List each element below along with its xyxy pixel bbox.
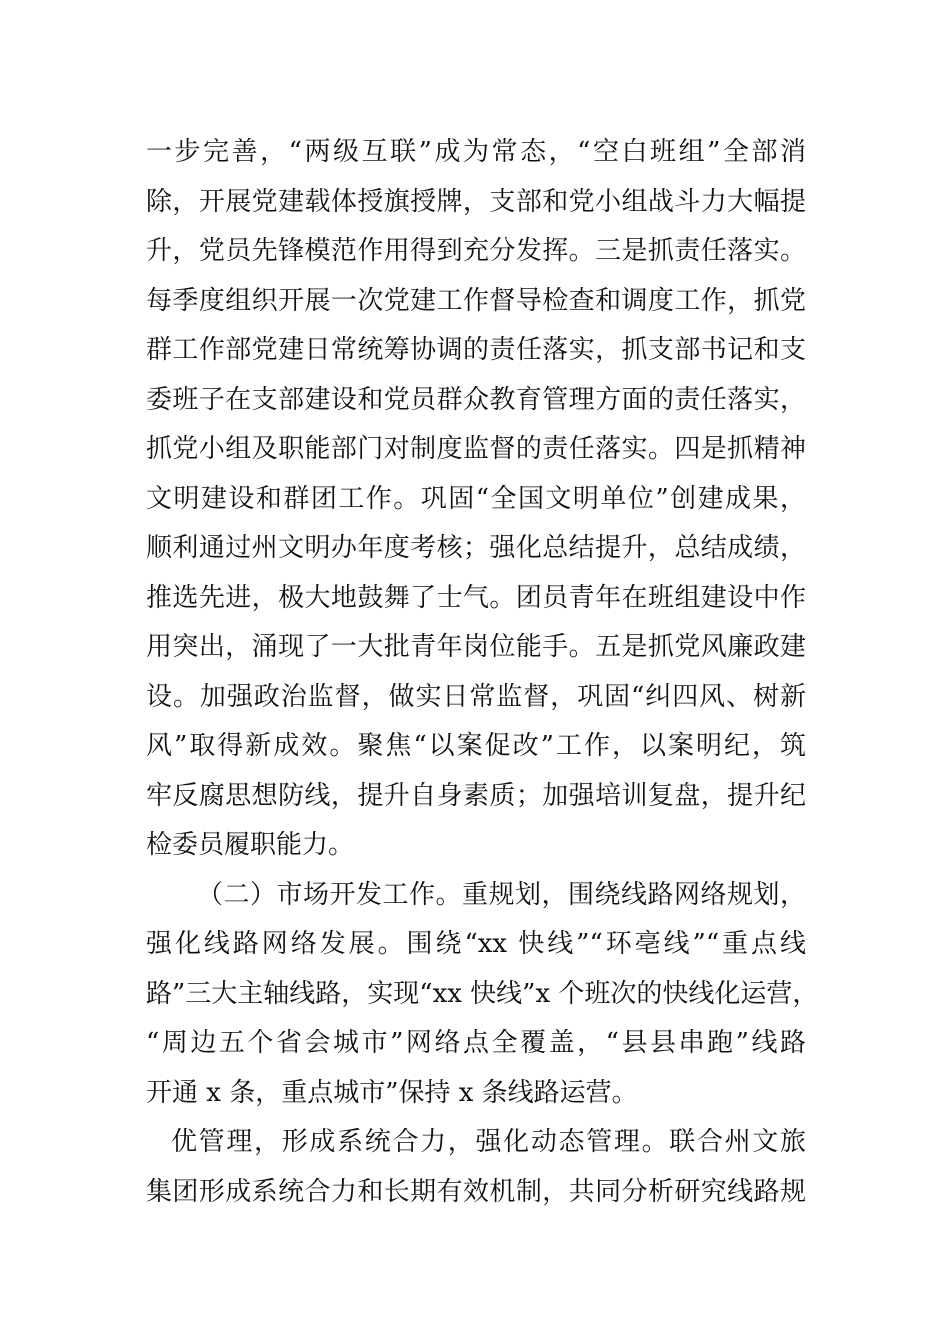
text-line-19: “周边五个省会城市”网络点全覆盖，“县县串跑”线路 — [146, 1028, 806, 1058]
section-heading-line: （二）市场开发工作。重规划，围绕线路网络规划， — [197, 880, 806, 910]
text-line-8: 文明建设和群团工作。巩固“全国文明单位”创建成果， — [146, 484, 806, 514]
text-line-18: 路”三大主轴线路，实现“xx 快线”x 个班次的快线化运营， — [146, 979, 819, 1009]
text-line-5: 群工作部党建日常统筹协调的责任落实，抓支部书记和支 — [146, 335, 806, 365]
text-line-10: 推选先进，极大地鼓舞了士气。团员青年在班组建设中作 — [146, 583, 806, 613]
text-line-22: 集团形成系统合力和长期有效机制，共同分析研究线路规 — [146, 1177, 806, 1207]
text-line-20: 开通 x 条，重点城市”保持 x 条线路运营。 — [146, 1078, 638, 1108]
text-line-14: 牢反腐思想防线，提升自身素质；加强培训复盘，提升纪 — [146, 781, 806, 811]
text-line-13: 风”取得新成效。聚焦“以案促改”工作，以案明纪，筑 — [146, 731, 806, 761]
text-line-15: 检委员履职能力。 — [146, 830, 355, 860]
text-line-9: 顺利通过州文明办年度考核；强化总结提升，总结成绩， — [146, 533, 806, 563]
text-line-3: 升，党员先锋模范作用得到充分发挥。三是抓责任落实。 — [146, 236, 806, 266]
text-line-2: 除，开展党建载体授旗授牌，支部和党小组战斗力大幅提 — [146, 187, 806, 217]
text-line-6: 委班子在支部建设和党员群众教育管理方面的责任落实， — [146, 385, 806, 415]
text-line-11: 用突出，涌现了一大批青年岗位能手。五是抓党风廉政建 — [146, 632, 806, 662]
text-line-12: 设。加强政治监督，做实日常监督，巩固“纠四风、树新 — [146, 682, 806, 712]
paragraph-start-line: 优管理，形成系统合力，强化动态管理。联合州文旅 — [171, 1127, 806, 1157]
text-line-4: 每季度组织开展一次党建工作督导检查和调度工作，抓党 — [146, 286, 806, 316]
text-line-1: 一步完善，“两级互联”成为常态，“空白班组”全部消 — [146, 137, 806, 167]
text-line-17: 强化线路网络发展。围绕“xx 快线”“环亳线”“重点线 — [146, 929, 806, 959]
text-line-7: 抓党小组及职能部门对制度监督的责任落实。四是抓精神 — [146, 434, 806, 464]
